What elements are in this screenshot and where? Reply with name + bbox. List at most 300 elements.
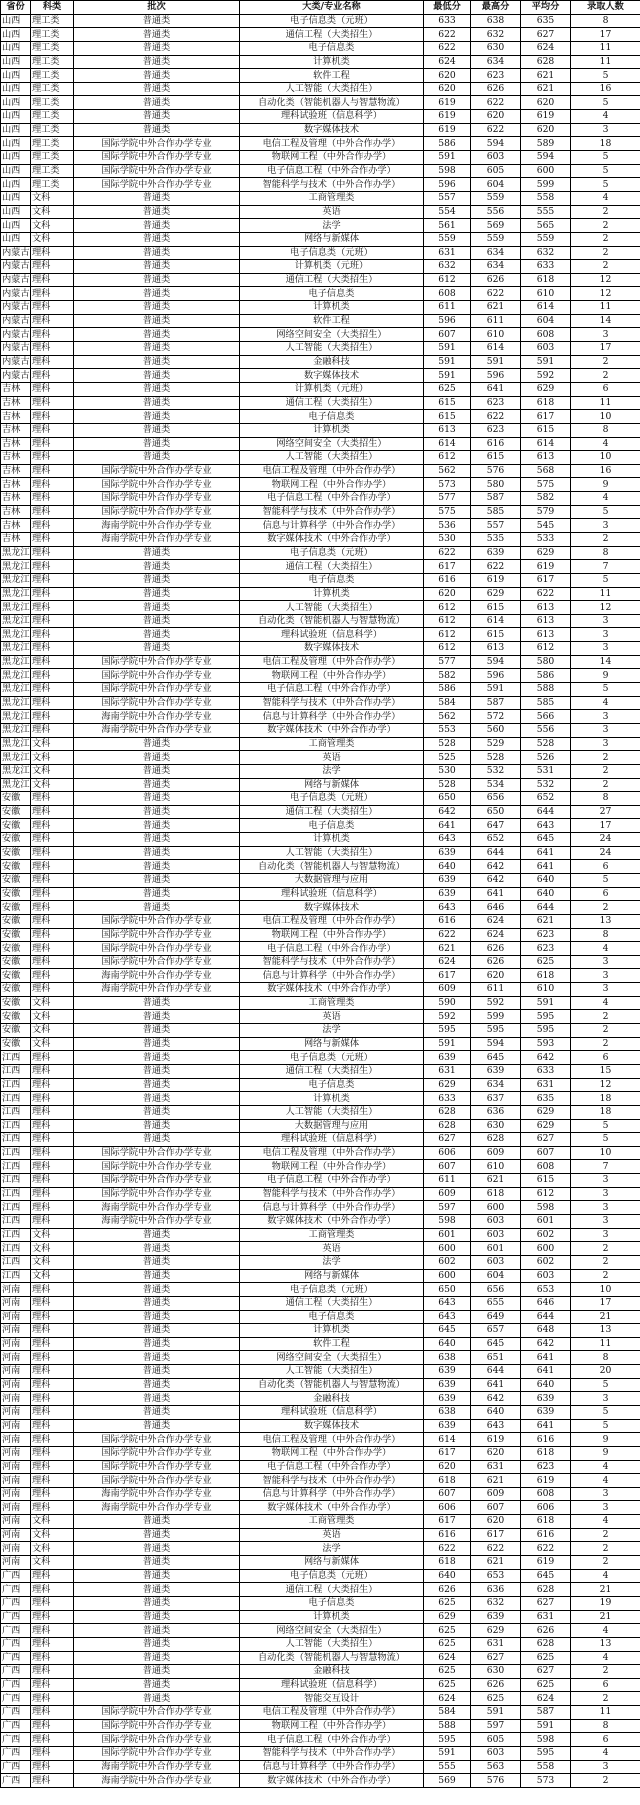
min-score-cell: 607 xyxy=(424,1160,471,1174)
table-row xyxy=(1,1201,640,1215)
batch-cell: 普通类 xyxy=(74,14,240,28)
max-score-cell: 625 xyxy=(471,1692,521,1706)
avg-score-cell: 618 xyxy=(521,969,571,983)
avg-score-cell: 624 xyxy=(521,1692,571,1706)
major-cell: 人工智能（大类招生） xyxy=(240,451,424,465)
table-row xyxy=(1,273,640,287)
province-cell: 安徽 xyxy=(1,805,31,819)
category-cell: 理科 xyxy=(31,1296,74,1310)
province-cell: 江西 xyxy=(1,1215,31,1229)
batch-cell: 普通类 xyxy=(74,110,240,124)
major-cell: 数字媒体技术（中外合作办学） xyxy=(240,532,424,546)
avg-score-cell: 558 xyxy=(521,191,571,205)
category-cell: 理科 xyxy=(31,669,74,683)
min-score-cell: 614 xyxy=(424,437,471,451)
province-cell: 广西 xyxy=(1,1583,31,1597)
batch-cell: 普通类 xyxy=(74,1692,240,1706)
avg-score-cell: 588 xyxy=(521,683,571,697)
batch-cell: 普通类 xyxy=(74,232,240,246)
min-score-cell: 612 xyxy=(424,451,471,465)
max-score-cell: 620 xyxy=(471,1515,521,1529)
max-score-cell: 620 xyxy=(471,110,521,124)
province-cell: 江西 xyxy=(1,1105,31,1119)
max-score-cell: 605 xyxy=(471,164,521,178)
count-cell: 13 xyxy=(571,1324,640,1338)
category-cell: 理科 xyxy=(31,423,74,437)
category-cell: 理科 xyxy=(31,1351,74,1365)
max-score-cell: 626 xyxy=(471,82,521,96)
min-score-cell: 626 xyxy=(424,1583,471,1597)
count-cell: 11 xyxy=(571,41,640,55)
major-cell: 大数据管理与应用 xyxy=(240,1119,424,1133)
count-cell: 21 xyxy=(571,1610,640,1624)
min-score-cell: 598 xyxy=(424,1215,471,1229)
major-cell: 数字媒体技术 xyxy=(240,901,424,915)
count-cell: 2 xyxy=(571,205,640,219)
province-cell: 江西 xyxy=(1,1242,31,1256)
table-row xyxy=(1,1692,640,1706)
batch-cell: 国际学院中外合作办学专业 xyxy=(74,1460,240,1474)
count-cell: 3 xyxy=(571,1187,640,1201)
min-score-cell: 590 xyxy=(424,996,471,1010)
category-cell: 理科 xyxy=(31,874,74,888)
avg-score-cell: 625 xyxy=(521,1678,571,1692)
table-row xyxy=(1,1324,640,1338)
avg-score-cell: 618 xyxy=(521,1446,571,1460)
batch-cell: 普通类 xyxy=(74,1542,240,1556)
count-cell: 4 xyxy=(571,696,640,710)
count-cell: 12 xyxy=(571,601,640,615)
batch-cell: 普通类 xyxy=(74,1365,240,1379)
max-score-cell: 604 xyxy=(471,178,521,192)
count-cell: 8 xyxy=(571,546,640,560)
major-cell: 金融科技 xyxy=(240,1665,424,1679)
count-cell: 7 xyxy=(571,560,640,574)
batch-cell: 普通类 xyxy=(74,1337,240,1351)
header-major-name: 大类/专业名称 xyxy=(240,1,424,15)
max-score-cell: 556 xyxy=(471,205,521,219)
table-row xyxy=(1,1119,640,1133)
batch-cell: 普通类 xyxy=(74,260,240,274)
avg-score-cell: 579 xyxy=(521,505,571,519)
min-score-cell: 612 xyxy=(424,614,471,628)
province-cell: 河南 xyxy=(1,1556,31,1570)
province-cell: 广西 xyxy=(1,1692,31,1706)
avg-score-cell: 648 xyxy=(521,1324,571,1338)
table-row xyxy=(1,983,640,997)
category-cell: 文科 xyxy=(31,1528,74,1542)
min-score-cell: 650 xyxy=(424,792,471,806)
category-cell: 理科 xyxy=(31,1760,74,1774)
province-cell: 河南 xyxy=(1,1487,31,1501)
count-cell: 10 xyxy=(571,451,640,465)
min-score-cell: 588 xyxy=(424,1719,471,1733)
max-score-cell: 622 xyxy=(471,560,521,574)
avg-score-cell: 612 xyxy=(521,642,571,656)
max-score-cell: 587 xyxy=(471,696,521,710)
avg-score-cell: 555 xyxy=(521,205,571,219)
province-cell: 山西 xyxy=(1,55,31,69)
avg-score-cell: 600 xyxy=(521,164,571,178)
min-score-cell: 557 xyxy=(424,191,471,205)
avg-score-cell: 616 xyxy=(521,1528,571,1542)
table-row xyxy=(1,232,640,246)
min-score-cell: 596 xyxy=(424,314,471,328)
min-score-cell: 595 xyxy=(424,1024,471,1038)
min-score-cell: 625 xyxy=(424,1678,471,1692)
batch-cell: 海南学院中外合作办学专业 xyxy=(74,519,240,533)
avg-score-cell: 622 xyxy=(521,587,571,601)
category-cell: 理科 xyxy=(31,1474,74,1488)
batch-cell: 普通类 xyxy=(74,1637,240,1651)
count-cell: 3 xyxy=(571,642,640,656)
min-score-cell: 618 xyxy=(424,1474,471,1488)
province-cell: 河南 xyxy=(1,1542,31,1556)
province-cell: 江西 xyxy=(1,1051,31,1065)
avg-score-cell: 639 xyxy=(521,1392,571,1406)
avg-score-cell: 531 xyxy=(521,764,571,778)
count-cell: 2 xyxy=(571,751,640,765)
count-cell: 8 xyxy=(571,423,640,437)
major-cell: 网络空间安全（大类招生） xyxy=(240,437,424,451)
category-cell: 理工类 xyxy=(31,164,74,178)
min-score-cell: 628 xyxy=(424,1105,471,1119)
province-cell: 山西 xyxy=(1,137,31,151)
count-cell: 14 xyxy=(571,655,640,669)
major-cell: 理科试验班（信息科学） xyxy=(240,1133,424,1147)
max-score-cell: 639 xyxy=(471,1610,521,1624)
category-cell: 理科 xyxy=(31,901,74,915)
avg-score-cell: 608 xyxy=(521,1160,571,1174)
batch-cell: 国际学院中外合作办学专业 xyxy=(74,1174,240,1188)
table-row xyxy=(1,123,640,137)
batch-cell: 普通类 xyxy=(74,191,240,205)
major-cell: 数字媒体技术 xyxy=(240,1419,424,1433)
batch-cell: 国际学院中外合作办学专业 xyxy=(74,942,240,956)
min-score-cell: 575 xyxy=(424,505,471,519)
province-cell: 黑龙江 xyxy=(2,724,30,736)
category-cell: 理科 xyxy=(31,1215,74,1229)
batch-cell: 国际学院中外合作办学专业 xyxy=(74,492,240,506)
max-score-cell: 620 xyxy=(471,1446,521,1460)
category-cell: 理科 xyxy=(31,983,74,997)
table-row xyxy=(1,478,640,492)
province-cell: 黑龙江 xyxy=(2,601,30,613)
table-row xyxy=(1,778,640,792)
table-row xyxy=(1,14,640,28)
min-score-cell: 639 xyxy=(424,846,471,860)
province-cell: 黑龙江 xyxy=(2,683,30,695)
table-row xyxy=(1,914,640,928)
major-cell: 电子信息类 xyxy=(240,1596,424,1610)
batch-cell: 普通类 xyxy=(74,82,240,96)
category-cell: 理科 xyxy=(31,396,74,410)
table-row xyxy=(1,1460,640,1474)
table-row xyxy=(1,1733,640,1747)
batch-cell: 普通类 xyxy=(74,96,240,110)
major-cell: 电子信息类 xyxy=(240,1078,424,1092)
province-cell: 内蒙古 xyxy=(2,246,30,258)
table-row xyxy=(1,1596,640,1610)
category-cell: 理科 xyxy=(31,1733,74,1747)
major-cell: 软件工程 xyxy=(240,69,424,83)
major-cell: 计算机类 xyxy=(240,423,424,437)
min-score-cell: 639 xyxy=(424,887,471,901)
max-score-cell: 535 xyxy=(471,532,521,546)
avg-score-cell: 559 xyxy=(521,232,571,246)
max-score-cell: 603 xyxy=(471,1228,521,1242)
category-cell: 理科 xyxy=(31,928,74,942)
table-row xyxy=(1,1515,640,1529)
major-cell: 通信工程（大类招生） xyxy=(240,396,424,410)
min-score-cell: 602 xyxy=(424,1255,471,1269)
min-score-cell: 625 xyxy=(424,1665,471,1679)
count-cell: 5 xyxy=(571,1419,640,1433)
min-score-cell: 606 xyxy=(424,1501,471,1515)
major-cell: 信息与计算科学（中外合作办学） xyxy=(240,710,424,724)
batch-cell: 国际学院中外合作办学专业 xyxy=(74,1446,240,1460)
table-row xyxy=(1,1446,640,1460)
category-cell: 理科 xyxy=(31,1747,74,1761)
min-score-cell: 622 xyxy=(424,28,471,42)
category-cell: 理科 xyxy=(31,342,74,356)
header-max-score: 最高分 xyxy=(471,1,521,15)
major-cell: 电子信息类 xyxy=(240,819,424,833)
province-cell: 河南 xyxy=(1,1515,31,1529)
avg-score-cell: 595 xyxy=(521,1010,571,1024)
avg-score-cell: 629 xyxy=(521,546,571,560)
category-cell: 理科 xyxy=(31,560,74,574)
province-cell: 河南 xyxy=(1,1419,31,1433)
max-score-cell: 596 xyxy=(471,369,521,383)
max-score-cell: 610 xyxy=(471,328,521,342)
count-cell: 6 xyxy=(571,1051,640,1065)
table-row xyxy=(1,1242,640,1256)
avg-score-cell: 619 xyxy=(521,1556,571,1570)
province-cell: 安徽 xyxy=(1,846,31,860)
count-cell: 3 xyxy=(571,983,640,997)
batch-cell: 普通类 xyxy=(74,1351,240,1365)
category-cell: 文科 xyxy=(31,764,74,778)
table-row xyxy=(1,1528,640,1542)
header-province: 省份 xyxy=(1,1,31,15)
header-min-score: 最低分 xyxy=(424,1,471,15)
province-cell: 广西 xyxy=(1,1665,31,1679)
category-cell: 理科 xyxy=(31,1201,74,1215)
category-cell: 理科 xyxy=(31,1610,74,1624)
province-cell: 山西 xyxy=(1,191,31,205)
category-cell: 理科 xyxy=(31,451,74,465)
avg-score-cell: 615 xyxy=(521,1174,571,1188)
province-cell: 黑龙江 xyxy=(2,587,30,599)
category-cell: 理科 xyxy=(31,464,74,478)
max-score-cell: 626 xyxy=(471,942,521,956)
province-cell: 河南 xyxy=(1,1392,31,1406)
category-cell: 理科 xyxy=(31,1187,74,1201)
count-cell: 24 xyxy=(571,833,640,847)
table-row xyxy=(1,423,640,437)
min-score-cell: 612 xyxy=(424,601,471,615)
table-row xyxy=(1,505,640,519)
province-cell: 江西 xyxy=(1,1174,31,1188)
count-cell: 4 xyxy=(571,1747,640,1761)
min-score-cell: 613 xyxy=(424,423,471,437)
major-cell: 软件工程 xyxy=(240,314,424,328)
province-cell: 河南 xyxy=(1,1460,31,1474)
table-row xyxy=(1,1474,640,1488)
min-score-cell: 629 xyxy=(424,1610,471,1624)
min-score-cell: 528 xyxy=(424,737,471,751)
table-row xyxy=(1,519,640,533)
table-row xyxy=(1,164,640,178)
min-score-cell: 595 xyxy=(424,1733,471,1747)
min-score-cell: 638 xyxy=(424,1405,471,1419)
table-row xyxy=(1,1146,640,1160)
province-cell: 河南 xyxy=(1,1446,31,1460)
max-score-cell: 603 xyxy=(471,1215,521,1229)
count-cell: 4 xyxy=(571,1624,640,1638)
max-score-cell: 634 xyxy=(471,55,521,69)
province-cell: 吉林 xyxy=(1,464,31,478)
count-cell: 3 xyxy=(571,1501,640,1515)
max-score-cell: 580 xyxy=(471,478,521,492)
table-row xyxy=(1,178,640,192)
category-cell: 文科 xyxy=(31,219,74,233)
max-score-cell: 626 xyxy=(471,955,521,969)
province-cell: 河南 xyxy=(1,1296,31,1310)
table-row xyxy=(1,805,640,819)
count-cell: 5 xyxy=(571,683,640,697)
max-score-cell: 630 xyxy=(471,41,521,55)
min-score-cell: 573 xyxy=(424,478,471,492)
avg-score-cell: 533 xyxy=(521,532,571,546)
major-cell: 通信工程（大类招生） xyxy=(240,805,424,819)
province-cell: 山西 xyxy=(1,178,31,192)
major-cell: 计算机类 xyxy=(240,587,424,601)
province-cell: 黑龙江 xyxy=(2,656,30,668)
province-cell: 黑龙江 xyxy=(2,546,30,558)
max-score-cell: 624 xyxy=(471,928,521,942)
avg-score-cell: 628 xyxy=(521,55,571,69)
min-score-cell: 591 xyxy=(424,1747,471,1761)
table-row xyxy=(1,69,640,83)
batch-cell: 国际学院中外合作办学专业 xyxy=(74,1146,240,1160)
avg-score-cell: 526 xyxy=(521,751,571,765)
avg-score-cell: 592 xyxy=(521,369,571,383)
province-cell: 内蒙古 xyxy=(2,301,30,313)
province-cell: 黑龙江 xyxy=(2,669,30,681)
min-score-cell: 591 xyxy=(424,342,471,356)
category-cell: 理科 xyxy=(31,505,74,519)
min-score-cell: 639 xyxy=(424,874,471,888)
batch-cell: 国际学院中外合作办学专业 xyxy=(74,669,240,683)
max-score-cell: 645 xyxy=(471,1337,521,1351)
batch-cell: 普通类 xyxy=(74,846,240,860)
avg-score-cell: 627 xyxy=(521,1133,571,1147)
category-cell: 理科 xyxy=(31,1160,74,1174)
table-row xyxy=(1,1010,640,1024)
category-cell: 理科 xyxy=(31,355,74,369)
table-row xyxy=(1,464,640,478)
min-score-cell: 617 xyxy=(424,560,471,574)
table-row xyxy=(1,396,640,410)
batch-cell: 普通类 xyxy=(74,273,240,287)
table-row xyxy=(1,833,640,847)
avg-score-cell: 610 xyxy=(521,287,571,301)
min-score-cell: 607 xyxy=(424,1487,471,1501)
batch-cell: 普通类 xyxy=(74,874,240,888)
table-row xyxy=(1,219,640,233)
major-cell: 电信工程及管理（中外合作办学） xyxy=(240,137,424,151)
table-row xyxy=(1,901,640,915)
max-score-cell: 642 xyxy=(471,860,521,874)
batch-cell: 普通类 xyxy=(74,1378,240,1392)
count-cell: 19 xyxy=(571,1596,640,1610)
category-cell: 理科 xyxy=(31,887,74,901)
major-cell: 信息与计算科学（中外合作办学） xyxy=(240,519,424,533)
avg-score-cell: 595 xyxy=(521,1024,571,1038)
province-cell: 山西 xyxy=(1,41,31,55)
max-score-cell: 621 xyxy=(471,1474,521,1488)
table-row xyxy=(1,1160,640,1174)
table-row xyxy=(1,642,640,656)
table-row xyxy=(1,1051,640,1065)
province-cell: 吉林 xyxy=(1,423,31,437)
count-cell: 2 xyxy=(571,1269,640,1283)
major-cell: 人工智能（大类招生） xyxy=(240,1365,424,1379)
count-cell: 5 xyxy=(571,1119,640,1133)
table-row xyxy=(1,560,640,574)
major-cell: 数字媒体技术 xyxy=(240,642,424,656)
count-cell: 11 xyxy=(571,396,640,410)
avg-score-cell: 608 xyxy=(521,1487,571,1501)
max-score-cell: 657 xyxy=(471,1324,521,1338)
batch-cell: 普通类 xyxy=(74,546,240,560)
table-row xyxy=(1,260,640,274)
max-score-cell: 656 xyxy=(471,792,521,806)
min-score-cell: 620 xyxy=(424,587,471,601)
count-cell: 2 xyxy=(571,1542,640,1556)
major-cell: 英语 xyxy=(240,1242,424,1256)
avg-score-cell: 589 xyxy=(521,137,571,151)
batch-cell: 普通类 xyxy=(74,1269,240,1283)
major-cell: 数字媒体技术 xyxy=(240,123,424,137)
table-row xyxy=(1,751,640,765)
province-cell: 安徽 xyxy=(1,996,31,1010)
category-cell: 理科 xyxy=(31,628,74,642)
major-cell: 电子信息类 xyxy=(240,410,424,424)
min-score-cell: 617 xyxy=(424,1515,471,1529)
min-score-cell: 642 xyxy=(424,805,471,819)
avg-score-cell: 601 xyxy=(521,1215,571,1229)
count-cell: 3 xyxy=(571,123,640,137)
avg-score-cell: 565 xyxy=(521,219,571,233)
max-score-cell: 630 xyxy=(471,1119,521,1133)
major-cell: 物联网工程（中外合作办学） xyxy=(240,1446,424,1460)
avg-score-cell: 624 xyxy=(521,41,571,55)
province-cell: 黑龙江 xyxy=(2,737,30,749)
min-score-cell: 622 xyxy=(424,928,471,942)
count-cell: 2 xyxy=(571,1665,640,1679)
avg-score-cell: 616 xyxy=(521,1433,571,1447)
count-cell: 2 xyxy=(571,778,640,792)
province-cell: 吉林 xyxy=(1,396,31,410)
avg-score-cell: 615 xyxy=(521,423,571,437)
min-score-cell: 624 xyxy=(424,1692,471,1706)
avg-score-cell: 613 xyxy=(521,628,571,642)
batch-cell: 普通类 xyxy=(74,1119,240,1133)
province-cell: 黑龙江 xyxy=(2,696,30,708)
